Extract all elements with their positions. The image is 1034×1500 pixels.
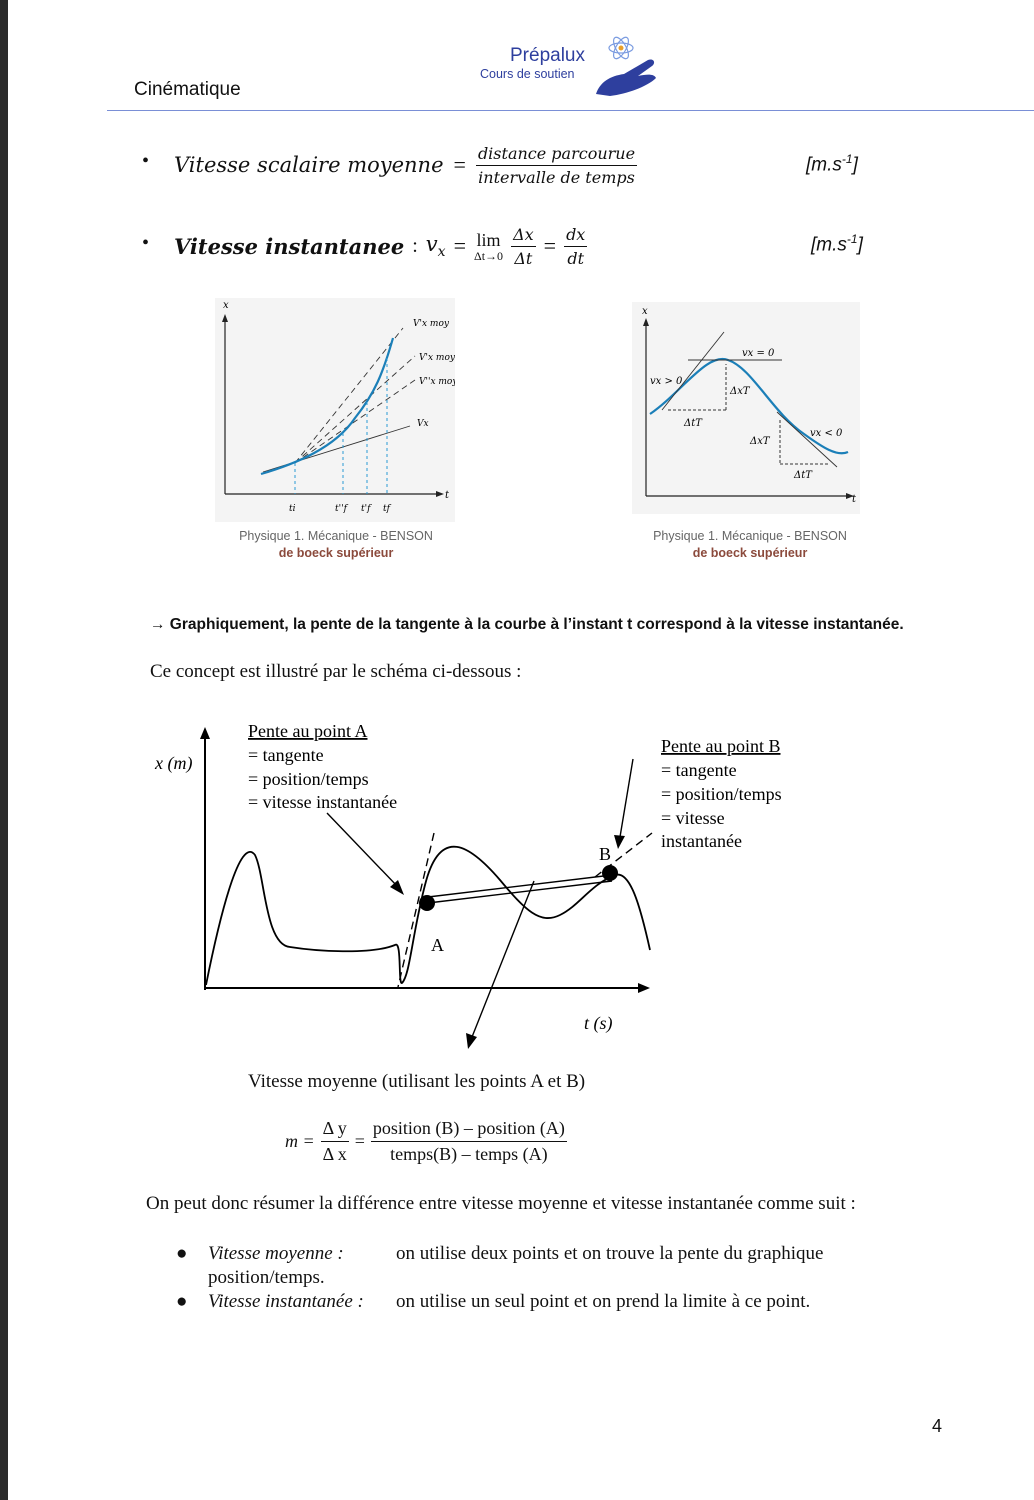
intro-text: Ce concept est illustré par le schéma ci-dessous : xyxy=(150,661,522,682)
svg-text:= vitesse instantanée: = vitesse instantanée xyxy=(248,792,398,812)
svg-text:V'x moy: V'x moy xyxy=(419,353,455,363)
hand-icon xyxy=(596,60,656,96)
slope-b-title: Pente au point B xyxy=(661,736,781,756)
mean-speed-formula: m = $\frac{\text{Δ y}}{\text{Δ x}}$ = $\frac{\text{position (B) – position (A)}}{\text{temps(B) – temps (A)}}$ xyxy=(285,1118,565,1164)
svg-text:vx > 0: vx > 0 xyxy=(650,376,683,387)
atom-icon xyxy=(609,35,633,61)
svg-text:ti: ti xyxy=(289,504,296,514)
bullet-marker: • xyxy=(142,232,150,254)
fraction-numerator: distance parcourue xyxy=(476,144,637,166)
scalar-speed-fraction xyxy=(476,144,637,187)
summary-list xyxy=(176,1242,936,1316)
scalar-speed-formula xyxy=(174,140,637,190)
mean-speed-title: Vitesse moyenne (utilisant les points A et B) xyxy=(248,1071,586,1092)
header-rule xyxy=(107,110,1034,111)
instant-speed-formula: Vitesse instantanee : $v_x$ = lim Δt→0 $\frac{\Delta x}{\Delta t}$ = $\frac{dx}{dt}$ xyxy=(174,224,586,268)
svg-text:V''x moy: V''x moy xyxy=(419,377,455,387)
list-item: ● Vitesse instantanée : on utilise un seul point et on prend la limite à ce point. xyxy=(176,1291,811,1312)
figure-secant-lines xyxy=(215,298,455,522)
point-b-label: B xyxy=(599,844,612,864)
logo-tagline: Cours de soutien xyxy=(480,67,575,81)
key-statement: → Graphiquement, la pente de la tangente à la courbe à l’instant t correspond à la vitesse instantanée. xyxy=(150,616,904,633)
x-axis-label: t (s) xyxy=(584,1013,613,1033)
slope-a-title: Pente au point A xyxy=(248,721,368,741)
figure-left-caption: Physique 1. Mécanique - BENSON de boeck supérieur xyxy=(239,529,433,560)
svg-text:t: t xyxy=(445,490,450,501)
position-time-graph xyxy=(140,715,840,1055)
svg-text:= position/temps: = position/temps xyxy=(248,769,369,789)
svg-text:t'f: t'f xyxy=(361,504,371,514)
summary-intro: On peut donc résumer la différence entre vitesse moyenne et vitesse instantanée comme suit : xyxy=(146,1193,856,1214)
derivative-fraction: $\frac{dx}{dt}$ xyxy=(566,224,586,268)
prepalux-logo xyxy=(478,30,668,102)
figure-tangent-lines xyxy=(632,302,860,514)
delta-fraction: $\frac{\Delta x}{\Delta t}$ xyxy=(513,224,534,268)
svg-text:= vitesse: = vitesse xyxy=(661,808,725,828)
page-number: 4 xyxy=(932,1416,943,1436)
figure-right-caption: Physique 1. Mécanique - BENSON de boeck supérieur xyxy=(653,529,847,560)
point-a-label: A xyxy=(431,935,444,955)
svg-text:ΔtT: ΔtT xyxy=(794,470,812,481)
y-axis-label: x (m) xyxy=(155,753,193,773)
bullet-marker: • xyxy=(142,150,150,172)
svg-text:x: x xyxy=(223,300,229,311)
svg-text:= tangente: = tangente xyxy=(661,760,737,780)
svg-text:t''f: t''f xyxy=(335,504,347,514)
svg-text:V'x moy: V'x moy xyxy=(413,319,449,329)
svg-text:instantanée: instantanée xyxy=(661,831,742,851)
limit-operator: lim Δt→0 xyxy=(474,230,504,263)
svg-text:x (m) xyxy=(154,753,192,774)
page-left-border xyxy=(0,0,8,1500)
svg-text:t: t xyxy=(852,494,857,505)
logo-name: Prépalux xyxy=(510,45,585,66)
svg-text:ΔxT: ΔxT xyxy=(730,386,750,397)
svg-text:tf: tf xyxy=(383,504,390,514)
section-title: Cinématique xyxy=(134,79,241,100)
svg-text:= position/temps: = position/temps xyxy=(661,784,782,804)
svg-text:= tangente: = tangente xyxy=(248,745,324,765)
svg-text:ΔtT: ΔtT xyxy=(684,418,702,429)
svg-text:Vx: Vx xyxy=(417,419,429,429)
list-item: ● Vitesse moyenne : on utilise deux points et on trouve la pente du graphique position/temps. xyxy=(176,1243,824,1288)
scalar-speed-label: Vitesse scalaire moyenne xyxy=(174,153,444,177)
vx-symbol: $v_x$ xyxy=(425,231,446,261)
svg-text:x: x xyxy=(642,306,648,317)
equals-sign: = xyxy=(453,152,466,177)
instant-speed-unit: $[m.s^{-1}]$ xyxy=(811,232,863,256)
svg-text:vx < 0: vx < 0 xyxy=(810,428,843,439)
instant-speed-label: Vitesse instantanee xyxy=(174,233,405,259)
svg-text:ΔxT: ΔxT xyxy=(750,436,770,447)
scalar-speed-unit: $[m.s^{-1}]$ xyxy=(806,152,858,176)
colon: : xyxy=(412,234,418,257)
fraction-denominator: intervalle de temps xyxy=(478,167,635,187)
svg-text:vx = 0: vx = 0 xyxy=(742,348,775,359)
